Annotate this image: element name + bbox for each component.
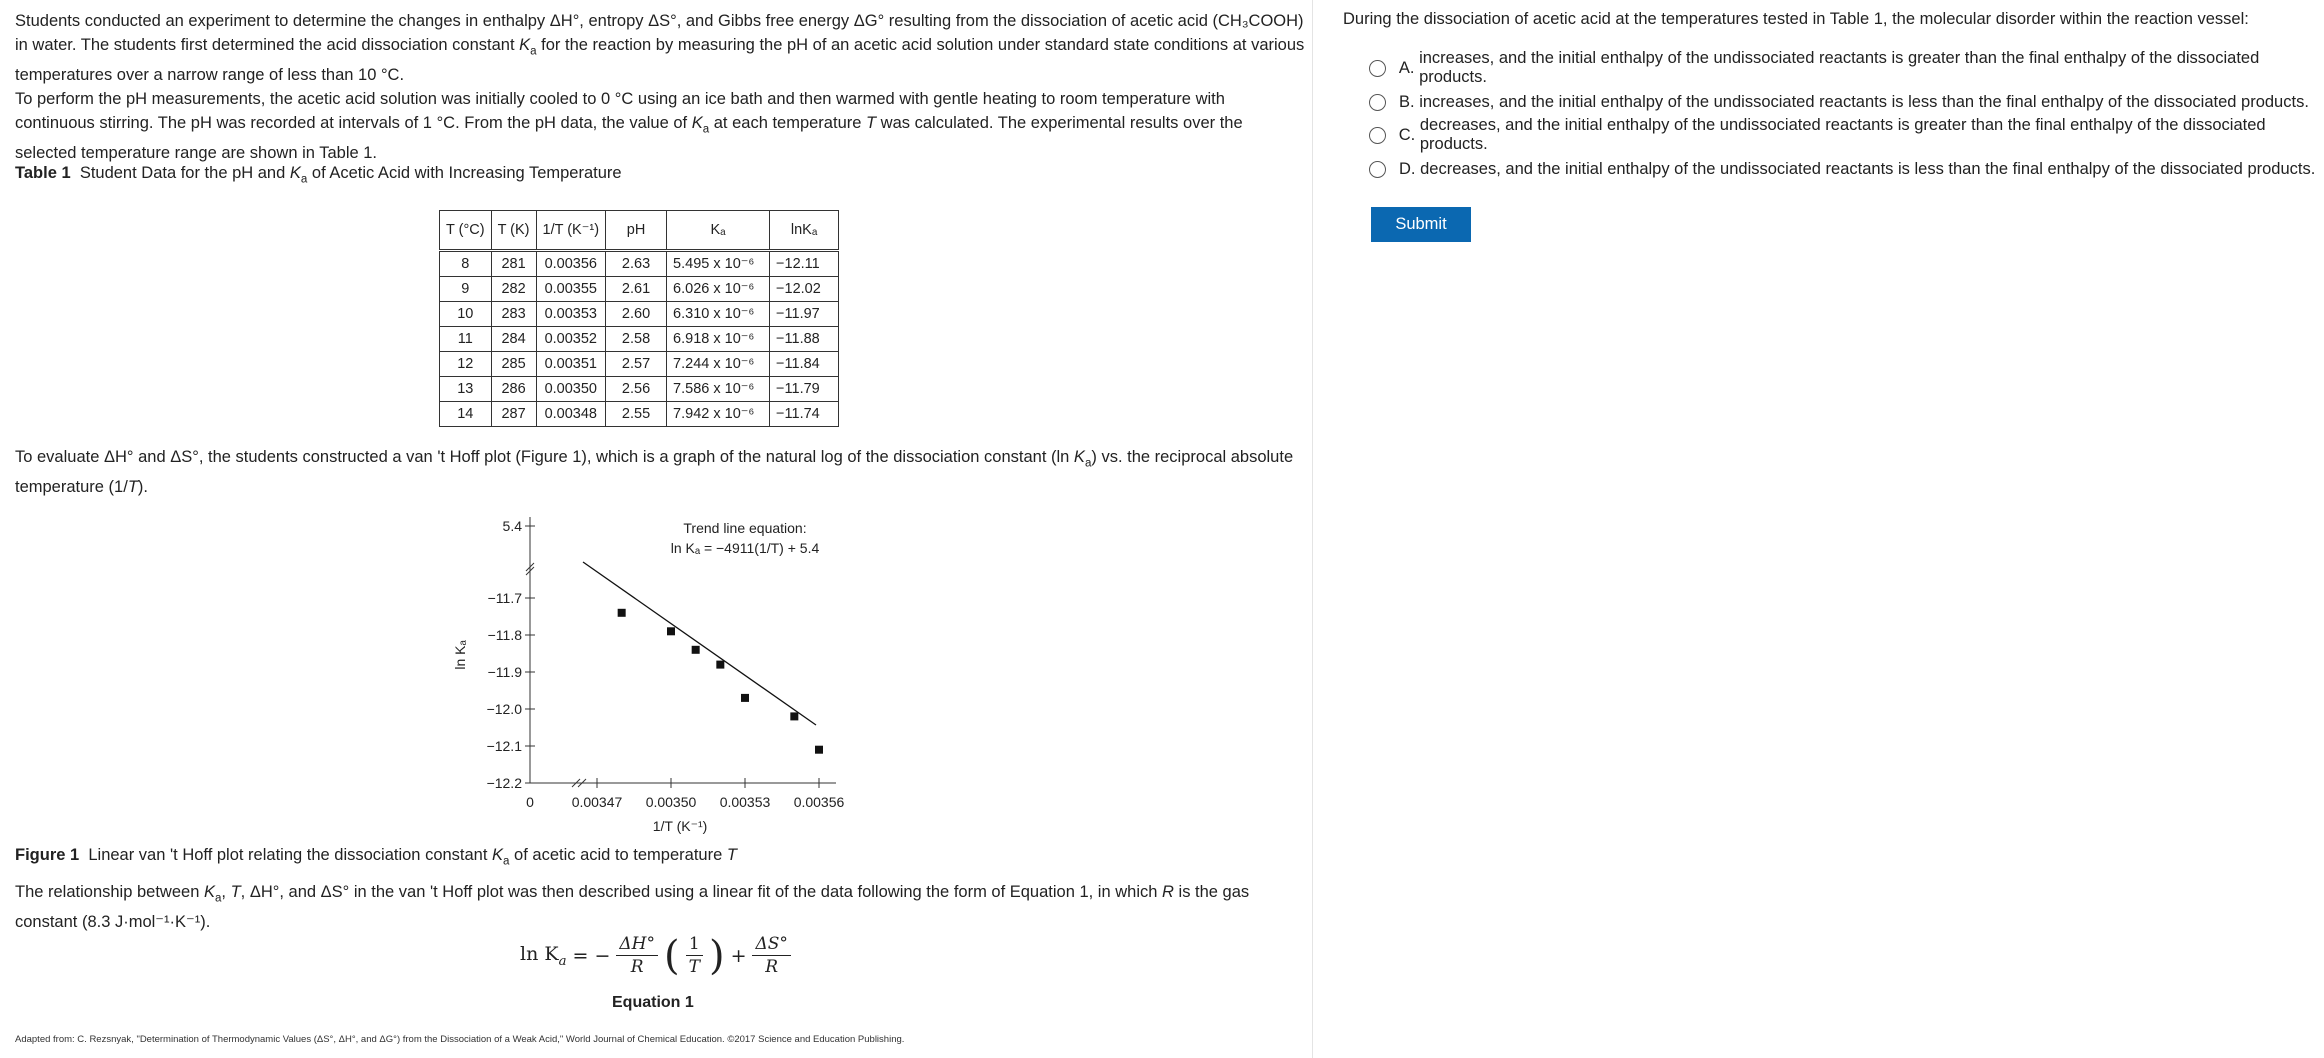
table-cell: 10 bbox=[440, 302, 492, 327]
passage-paragraph-2: To perform the pH measurements, the acetic acid solution was initially cooled to 0 °C using an ice bath and then warmed with gentle heating to room temperature with continuous stirring. The pH was recorded at intervals of 1 °C. From the pH data, the value of $K_a$ at each temperature T was calculated. The experimental results over the selected temperature range are shown in Table 1. bbox=[15, 90, 1243, 163]
passage-paragraph-4: The relationship between $K_a$, T, ΔH°, and ΔS° in the van 't Hoff plot was then described using a linear fit of the data following the form of Equation 1, in which R is the gas constant (8.3 J·mol⁻¹·K⁻¹). bbox=[15, 883, 1250, 932]
data-point bbox=[790, 712, 798, 720]
table-cell: 7.586 x 10⁻⁶ bbox=[667, 377, 770, 402]
table-row bbox=[440, 377, 839, 402]
y-tick-label: −11.9 bbox=[487, 664, 522, 680]
table-cell: −12.11 bbox=[770, 251, 839, 277]
data-point bbox=[692, 646, 700, 654]
table-cell: 12 bbox=[440, 352, 492, 377]
equation-label: Equation 1 bbox=[612, 994, 694, 1011]
trend-annotation-equation: ln Kₐ = −4911(1/T) + 5.4 bbox=[670, 540, 820, 556]
x-tick-label: 0 bbox=[526, 794, 534, 810]
table-cell: 0.00355 bbox=[536, 277, 606, 302]
col-header: T (°C) bbox=[440, 211, 492, 251]
table-cell: 13 bbox=[440, 377, 492, 402]
table-row bbox=[440, 327, 839, 352]
table-cell: 2.57 bbox=[606, 352, 667, 377]
table-cell: 0.00356 bbox=[536, 251, 606, 277]
x-tick-label: 0.00350 bbox=[645, 794, 697, 810]
data-point bbox=[741, 694, 749, 702]
data-table bbox=[439, 210, 839, 427]
answer-option-c[interactable] bbox=[1369, 116, 2324, 153]
table-cell: 0.00353 bbox=[536, 302, 606, 327]
answer-option-a[interactable] bbox=[1369, 49, 2324, 86]
table-cell: 6.026 x 10⁻⁶ bbox=[667, 277, 770, 302]
col-header: pH bbox=[606, 211, 667, 251]
table-cell: 2.61 bbox=[606, 277, 667, 302]
table-cell: 282 bbox=[491, 277, 536, 302]
y-tick-label: −11.7 bbox=[487, 590, 522, 606]
table-header-row bbox=[440, 211, 839, 251]
table-cell: 2.58 bbox=[606, 327, 667, 352]
table-row bbox=[440, 402, 839, 427]
y-tick-label: −11.8 bbox=[487, 627, 522, 643]
table-cell: 0.00348 bbox=[536, 402, 606, 427]
table-cell: 2.56 bbox=[606, 377, 667, 402]
y-tick-label: −12.0 bbox=[486, 701, 522, 717]
table-cell: −12.02 bbox=[770, 277, 839, 302]
table-row bbox=[440, 277, 839, 302]
option-letter: D. bbox=[1399, 159, 1416, 178]
answer-option-d[interactable] bbox=[1369, 158, 2315, 180]
trend-line bbox=[583, 562, 816, 725]
vant-hoff-plot bbox=[440, 505, 860, 845]
table-cell: −11.84 bbox=[770, 352, 839, 377]
option-letter: B. bbox=[1399, 92, 1415, 111]
col-header: lnKₐ bbox=[770, 211, 839, 251]
x-tick-label: 0.00356 bbox=[793, 794, 845, 810]
table-cell: 8 bbox=[440, 251, 492, 277]
table-cell: 14 bbox=[440, 402, 492, 427]
y-tick-label: −12.2 bbox=[486, 775, 522, 791]
table-cell: −11.74 bbox=[770, 402, 839, 427]
data-point bbox=[618, 609, 626, 617]
data-point bbox=[815, 746, 823, 754]
x-tick-label: 0.00353 bbox=[719, 794, 771, 810]
table-cell: 2.55 bbox=[606, 402, 667, 427]
radio-button[interactable] bbox=[1369, 127, 1386, 144]
data-point bbox=[716, 661, 724, 669]
x-tick-label: 0.00347 bbox=[571, 794, 623, 810]
option-text: decreases, and the initial enthalpy of the undissociated reactants is less than the final enthalpy of the dissociated products. bbox=[1420, 159, 2316, 178]
table-cell: 2.60 bbox=[606, 302, 667, 327]
table-cell: 2.63 bbox=[606, 251, 667, 277]
col-header: Kₐ bbox=[667, 211, 770, 251]
table-cell: −11.88 bbox=[770, 327, 839, 352]
table-cell: 286 bbox=[491, 377, 536, 402]
passage-paragraph-3: To evaluate ΔH° and ΔS°, the students constructed a van 't Hoff plot (Figure 1), which is a graph of the natural log of the dissociation constant (ln $K_a$) vs. the reciprocal absolute temperature (1/T). bbox=[15, 448, 1294, 497]
table-row bbox=[440, 251, 839, 277]
radio-button[interactable] bbox=[1369, 60, 1386, 77]
option-text: increases, and the initial enthalpy of the undissociated reactants is less than the final enthalpy of the dissociated products. bbox=[1419, 92, 2309, 111]
option-text: decreases, and the initial enthalpy of the undissociated reactants is greater than the final enthalpy of the dissociated products. bbox=[1419, 116, 2266, 153]
y-tick-label: −12.1 bbox=[486, 738, 522, 754]
table-cell: 9 bbox=[440, 277, 492, 302]
table-cell: 5.495 x 10⁻⁶ bbox=[667, 251, 770, 277]
table-row bbox=[440, 352, 839, 377]
table-cell: 0.00351 bbox=[536, 352, 606, 377]
option-letter: C. bbox=[1398, 125, 1416, 144]
table-cell: 11 bbox=[440, 327, 492, 352]
option-text: increases, and the initial enthalpy of the undissociated reactants is greater than the final enthalpy of the dissociated products. bbox=[1419, 49, 2260, 86]
table-cell: 7.244 x 10⁻⁶ bbox=[667, 352, 770, 377]
table-cell: 6.918 x 10⁻⁶ bbox=[667, 327, 770, 352]
col-header: 1/T (K⁻¹) bbox=[536, 211, 606, 251]
source-citation: Adapted from: C. Rezsnyak, "Determination of Thermodynamic Values (ΔS°, ΔH°, and ΔG°) from the Dissociation of a Weak Acid," World Journal of Chemical Education. ©2017 Science and Education Publishing. bbox=[15, 1034, 905, 1045]
table-cell: 0.00352 bbox=[536, 327, 606, 352]
table-caption: Table 1 Student Data for the pH and $K_a$ of Acetic Acid with Increasing Temperature bbox=[15, 164, 622, 186]
question-prompt: During the dissociation of acetic acid at the temperatures tested in Table 1, the molecular disorder within the reaction vessel: bbox=[1343, 10, 2249, 28]
table-cell: −11.79 bbox=[770, 377, 839, 402]
question-panel bbox=[1313, 0, 2324, 1058]
data-point bbox=[667, 627, 675, 635]
table-cell: 284 bbox=[491, 327, 536, 352]
table-cell: 0.00350 bbox=[536, 377, 606, 402]
y-axis-label: ln Kₐ bbox=[452, 640, 468, 670]
figure-caption: Figure 1 Linear van 't Hoff plot relating the dissociation constant $K_a$ of acetic acid to temperature T bbox=[15, 846, 737, 868]
table-cell: −11.97 bbox=[770, 302, 839, 327]
table-cell: 287 bbox=[491, 402, 536, 427]
table-cell: 6.310 x 10⁻⁶ bbox=[667, 302, 770, 327]
passage-paragraph-1: Students conducted an experiment to determine the changes in enthalpy ΔH°, entropy ΔS°, and Gibbs free energy ΔG° resulting from the dissociation of acetic acid (CH₃COOH) in water. The students first determined the acid dissociation constant $K_a$ for the reaction by measuring the pH of an acetic acid solution under standard state conditions at various temperatures over a narrow range of less than 10 °C. bbox=[15, 12, 1305, 85]
table-cell: 281 bbox=[491, 251, 536, 277]
radio-button[interactable] bbox=[1369, 94, 1386, 111]
y-tick-label: 5.4 bbox=[502, 518, 522, 534]
submit-button[interactable]: Submit bbox=[1371, 207, 1471, 242]
trend-annotation-title: Trend line equation: bbox=[683, 520, 807, 536]
x-axis-label: 1/T (K⁻¹) bbox=[652, 818, 708, 834]
equation-1: $\ln K_a$ = − $\frac{\Delta H^\circ}{R}$ ( $\frac{1}{T}$ ) + $\frac{\Delta S^\circ}{R}$ bbox=[520, 933, 791, 978]
option-letter: A. bbox=[1398, 58, 1415, 77]
radio-button[interactable] bbox=[1369, 161, 1386, 178]
col-header: T (K) bbox=[491, 211, 536, 251]
answer-option-b[interactable] bbox=[1369, 91, 2309, 113]
table-cell: 285 bbox=[491, 352, 536, 377]
table-row bbox=[440, 302, 839, 327]
table-cell: 283 bbox=[491, 302, 536, 327]
table-cell: 7.942 x 10⁻⁶ bbox=[667, 402, 770, 427]
